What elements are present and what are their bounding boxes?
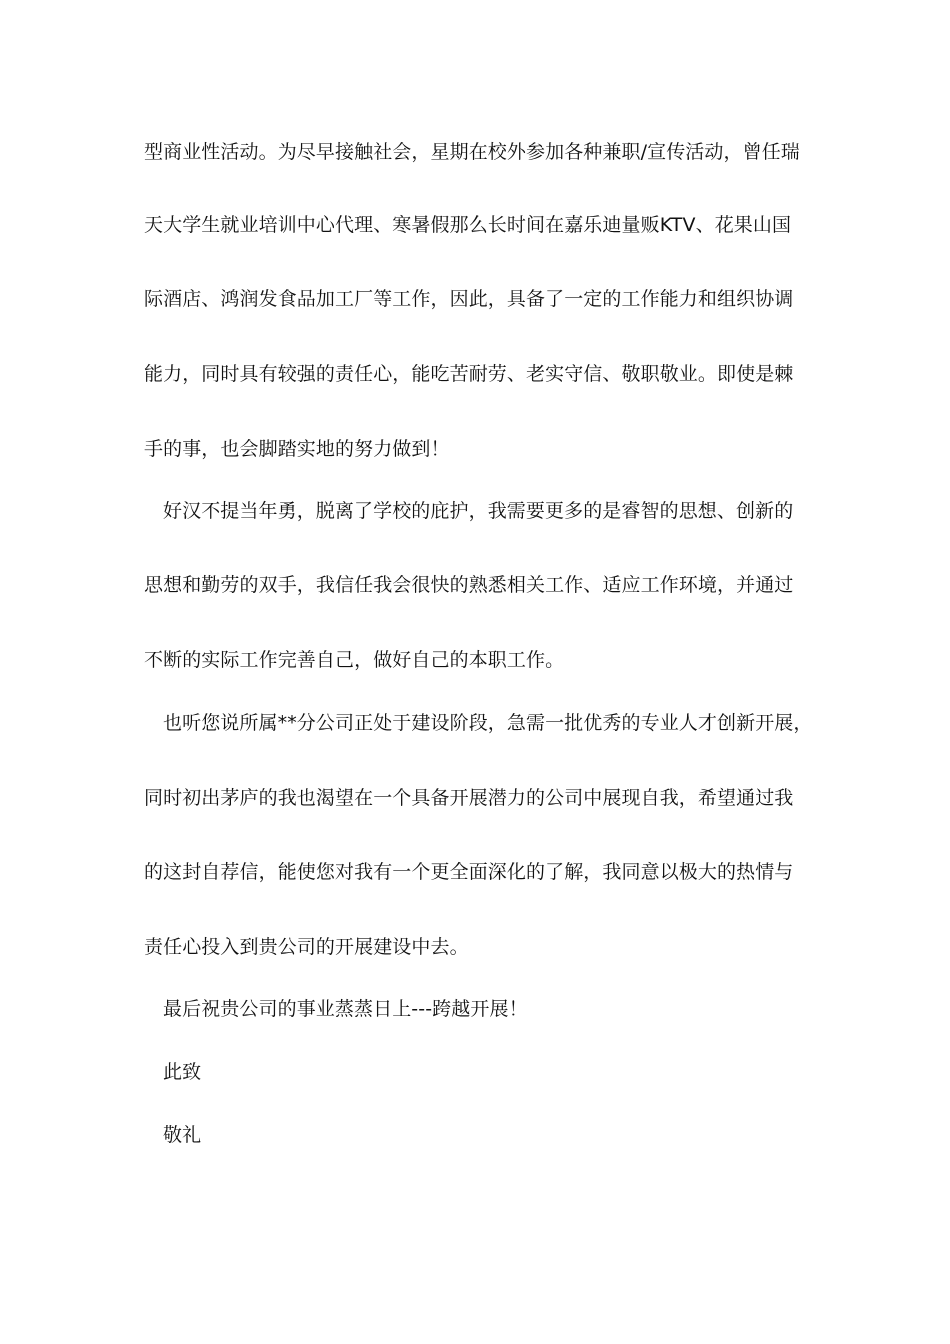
paragraph-1-line-3: 际酒店、鸿润发食品加工厂等工作，因此，具备了一定的工作能力和组织协调: [144, 288, 794, 310]
paragraph-3-line-4: 责任心投入到贵公司的开展建设中去。: [144, 936, 469, 958]
salutation-ci-zhi: 此致: [163, 1061, 202, 1083]
paragraph-2-line-3: 不断的实际工作完善自己，做好自己的本职工作。: [144, 649, 565, 671]
paragraph-3-line-2: 同时初出茅庐的我也渴望在一个具备开展潜力的公司中展现自我，希望通过我: [144, 787, 794, 809]
paragraph-1-line-5: 手的事，也会脚踏实地的努力做到！: [144, 438, 450, 460]
paragraph-1-line-2: 天大学生就业培训中心代理、寒暑假那么长时间在嘉乐迪量贩KTV、花果山国: [144, 214, 792, 236]
paragraph-1-line-1: 型商业性活动。为尽早接触社会，星期在校外参加各种兼职/宣传活动，曾任瑞: [144, 141, 800, 163]
closing-wish: 最后祝贵公司的事业蒸蒸日上---跨越开展！: [163, 998, 528, 1020]
paragraph-3-line-3: 的这封自荐信，能使您对我有一个更全面深化的了解，我同意以极大的热情与: [144, 861, 794, 883]
paragraph-3-line-1: 也听您说所属**分公司正处于建设阶段，急需一批优秀的专业人才创新开展，: [163, 712, 813, 734]
paragraph-1-line-4: 能力，同时具有较强的责任心，能吃苦耐劳、老实守信、敬职敬业。即使是棘: [144, 363, 794, 385]
paragraph-2-line-2: 思想和勤劳的双手，我信任我会很快的熟悉相关工作、适应工作环境，并通过: [144, 574, 794, 596]
salutation-jing-li: 敬礼: [163, 1124, 202, 1146]
paragraph-2-line-1: 好汉不提当年勇，脱离了学校的庇护，我需要更多的是睿智的思想、创新的: [163, 500, 794, 522]
